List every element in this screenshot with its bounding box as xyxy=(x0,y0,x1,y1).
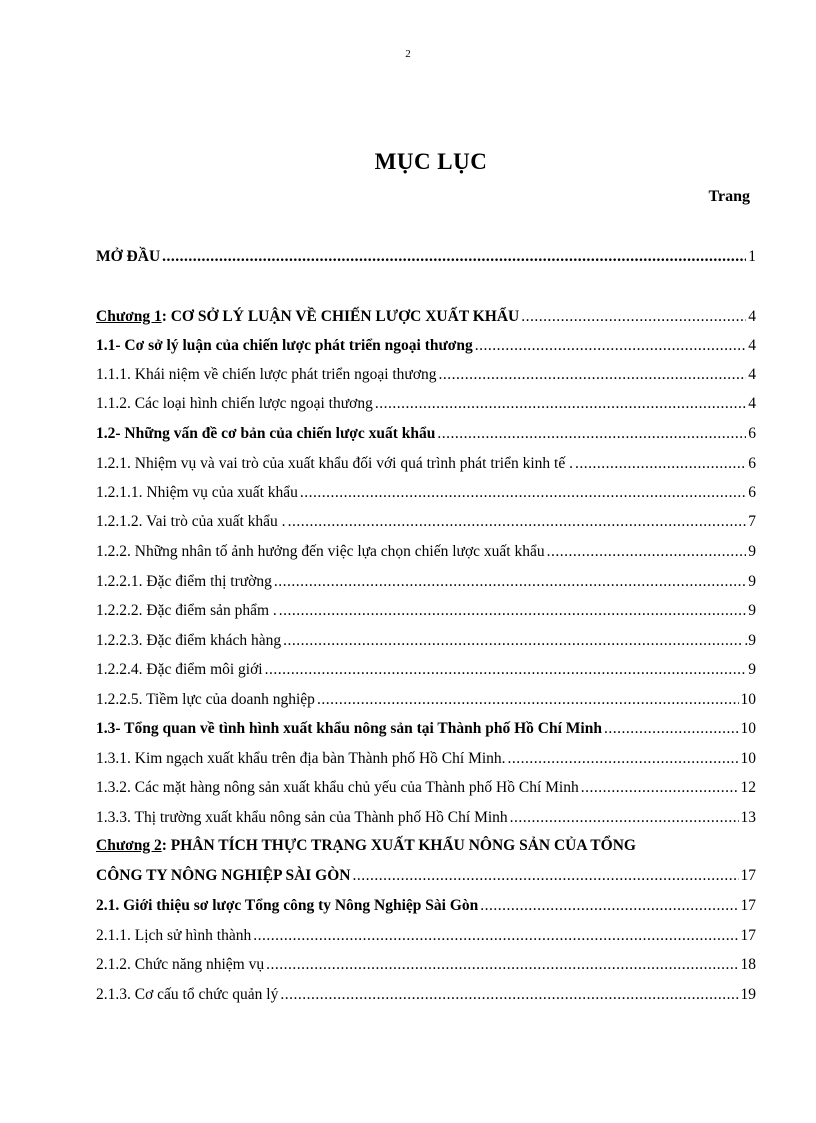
toc-entry-label: 1.2.2.2. Đặc điểm sản phẩm . xyxy=(96,602,277,619)
dot-leader xyxy=(604,720,739,738)
toc-entry-page: 17 xyxy=(740,867,756,884)
toc-entry-page: 9 xyxy=(748,602,756,619)
toc-entry-label: 2.1.2. Chức năng nhiệm vụ xyxy=(96,956,265,973)
toc-entry-page: 4 xyxy=(748,308,756,325)
toc-entry-1-2-1-2[interactable] xyxy=(96,513,756,535)
toc-entry-label: 1.3- Tổng quan về tình hình xuất khẩu nông sản tại Thành phố Hồ Chí Minh xyxy=(96,720,602,737)
toc-entry-page: 9 xyxy=(748,661,756,678)
chapter-prefix: Chương 1 xyxy=(96,308,162,325)
toc-entry-label: 1.2.1.1. Nhiệm vụ của xuất khẩu xyxy=(96,484,298,501)
toc-entry-label: 1.2.2.5. Tiềm lực của doanh nghiệp xyxy=(96,691,315,708)
dot-leader xyxy=(280,986,738,1004)
dot-leader xyxy=(265,661,747,679)
page-column-header: Trang xyxy=(708,188,750,205)
toc-entry-1-2-2[interactable] xyxy=(96,543,756,565)
toc-entry-page: 10 xyxy=(740,750,756,767)
dot-leader xyxy=(521,308,746,326)
toc-entry-label: 1.2.1.2. Vai trò của xuất khẩu . xyxy=(96,513,286,530)
toc-entry-page: 13 xyxy=(740,809,756,826)
toc-entry-page: 17 xyxy=(740,897,756,914)
toc-entry-label: 1.2- Những vấn đề cơ bản của chiến lược xuất khẩu xyxy=(96,425,436,442)
dot-leader xyxy=(480,897,738,915)
toc-entry-section-1-2[interactable] xyxy=(96,425,756,447)
toc-entry-label: 1.1.2. Các loại hình chiến lược ngoại thương xyxy=(96,395,373,412)
toc-entry-label: 2.1. Giới thiệu sơ lược Tổng công ty Nông Nghiệp Sài Gòn xyxy=(96,897,479,914)
dot-leader xyxy=(274,573,746,591)
toc-entry-page: 6 xyxy=(748,484,756,501)
toc-entry-1-2-1-1[interactable] xyxy=(96,484,756,506)
toc-entry-1-2-2-2[interactable] xyxy=(96,602,756,624)
toc-entry-page: 9 xyxy=(748,543,756,560)
dot-leader xyxy=(283,632,742,650)
toc-entry-1-2-1[interactable] xyxy=(96,455,756,477)
toc-entry-label: 1.2.2.3. Đặc điểm khách hàng xyxy=(96,632,282,649)
toc-entry-1-3-1[interactable] xyxy=(96,750,756,772)
dot-leader xyxy=(300,484,746,502)
dot-leader xyxy=(288,513,747,531)
toc-entry-chapter-2[interactable] xyxy=(96,867,756,889)
toc-entry-1-1-1[interactable] xyxy=(96,366,756,388)
dot-leader xyxy=(375,395,746,413)
toc-entry-label: 1.2.2.1. Đặc điểm thị trường xyxy=(96,573,272,590)
toc-entry-label: 1.3.3. Thị trường xuất khẩu nông sản của Thành phố Hồ Chí Minh xyxy=(96,809,508,826)
dot-leader xyxy=(547,543,747,561)
toc-entry-page: 17 xyxy=(740,927,756,944)
toc-entry-1-3-3[interactable] xyxy=(96,809,756,831)
toc-entry-page: 7 xyxy=(748,513,756,530)
chapter-prefix: Chương 2 xyxy=(96,837,162,854)
toc-entry-section-2-1[interactable] xyxy=(96,897,756,919)
dot-leader xyxy=(162,248,746,266)
toc-entry-2-1-1[interactable] xyxy=(96,927,756,949)
chapter-title: : CƠ SỞ LÝ LUẬN VỀ CHIẾN LƯỢC XUẤT KHẨU xyxy=(161,308,520,325)
toc-entry-1-2-2-4[interactable] xyxy=(96,661,756,683)
toc-entry-1-2-2-5[interactable] xyxy=(96,691,756,713)
toc-entry-page: 6 xyxy=(748,455,756,472)
dot-leader xyxy=(510,809,739,827)
toc-entry-page: 6 xyxy=(748,425,756,442)
toc-entry-page: 9 xyxy=(748,573,756,590)
toc-entry-section-1-3[interactable] xyxy=(96,720,756,742)
dot-leader xyxy=(437,425,746,443)
toc-entry-page: 10 xyxy=(740,720,756,737)
toc-entry-label: 1.1.1. Khái niệm về chiến lược phát triển ngoại thương xyxy=(96,366,437,383)
toc-entry-chapter-2-line-1[interactable] xyxy=(96,837,756,855)
toc-entry-page: 19 xyxy=(740,986,756,1003)
toc-entry-intro[interactable] xyxy=(96,248,756,270)
toc-entry-label: 1.1- Cơ sở lý luận của chiến lược phát triển ngoại thương xyxy=(96,337,473,354)
toc-entry-2-1-2[interactable] xyxy=(96,956,756,978)
toc-entry-1-2-2-1[interactable] xyxy=(96,573,756,595)
toc-entry-page: 4 xyxy=(748,337,756,354)
dot-leader xyxy=(253,927,738,945)
dot-leader xyxy=(581,779,739,797)
dot-leader xyxy=(475,337,747,355)
toc-entry-section-1-1[interactable] xyxy=(96,337,756,359)
toc-entry-label xyxy=(96,308,519,326)
toc-entry-label: 1.2.1. Nhiệm vụ và vai trò của xuất khẩu đối với quá trình phát triển kinh tế . xyxy=(96,455,573,472)
toc-entry-label: MỞ ĐẦU xyxy=(96,248,161,265)
page-title: MỤC LỤC xyxy=(374,149,488,174)
chapter-title: : PHÂN TÍCH THỰC TRẠNG XUẤT KHẨU NÔNG SẢN CỦA TỔNG xyxy=(161,837,636,854)
dot-leader xyxy=(279,602,746,620)
dot-leader xyxy=(575,455,746,473)
toc-entry-chapter-1[interactable] xyxy=(96,308,756,330)
toc-entry-page: 1 xyxy=(748,248,756,265)
toc-entry-page: .9 xyxy=(744,632,756,649)
toc-entry-1-1-2[interactable] xyxy=(96,395,756,417)
toc-entry-label: 1.3.1. Kim ngạch xuất khẩu trên địa bàn Thành phố Hồ Chí Minh. xyxy=(96,750,506,767)
toc-entry-page: 4 xyxy=(748,395,756,412)
toc-entry-label: 1.2.2. Những nhân tố ảnh hưởng đến việc lựa chọn chiến lược xuất khẩu xyxy=(96,543,545,560)
toc-entry-page: 18 xyxy=(740,956,756,973)
dot-leader xyxy=(353,867,739,885)
toc-entry-label: 1.3.2. Các mặt hàng nông sản xuất khẩu chủ yếu của Thành phố Hồ Chí Minh xyxy=(96,779,579,796)
dot-leader xyxy=(317,691,739,709)
toc-entry-label: 1.2.2.4. Đặc điểm môi giới xyxy=(96,661,263,678)
dot-leader xyxy=(439,366,747,384)
toc-entry-2-1-3[interactable] xyxy=(96,986,756,1008)
toc-entry-label: 2.1.1. Lịch sử hình thành xyxy=(96,927,252,944)
toc-entry-1-2-2-3[interactable] xyxy=(96,632,756,654)
toc-entry-page: 4 xyxy=(748,366,756,383)
toc-entry-page: 10 xyxy=(740,691,756,708)
toc-entry-label: CÔNG TY NÔNG NGHIỆP SÀI GÒN xyxy=(96,867,351,884)
toc-entry-1-3-2[interactable] xyxy=(96,779,756,801)
dot-leader xyxy=(508,750,739,768)
page-number: 2 xyxy=(405,48,411,60)
dot-leader xyxy=(266,956,738,974)
toc-entry-page: 12 xyxy=(740,779,756,796)
toc-entry-label: 2.1.3. Cơ cấu tổ chức quản lý xyxy=(96,986,279,1003)
